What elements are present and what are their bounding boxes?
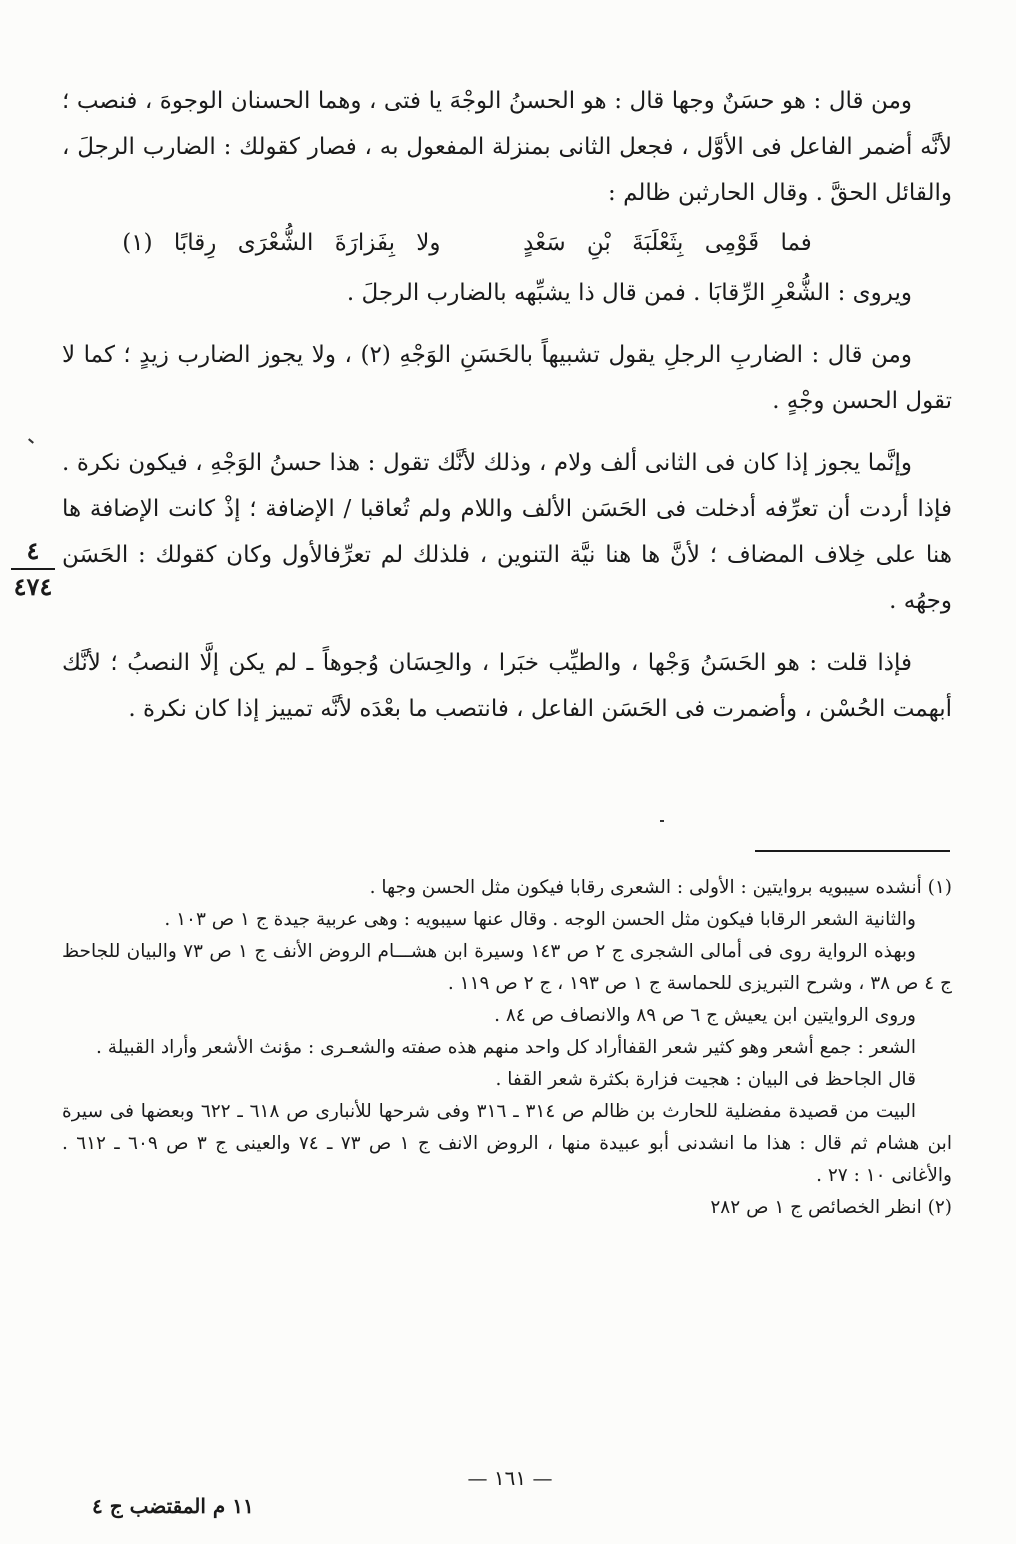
scan-speck [660, 820, 664, 822]
footnote: والثانية الشعر الرقابا فيكون مثل الحسن الوجه . وقال عنها سيبويه : وهى عربية جيدة ج ١ ص ١٠٣ . [164, 909, 916, 930]
margin-page-reference [8, 536, 58, 602]
page-number: — ١٦١ — [467, 1466, 553, 1490]
paragraph: ومن قال : الضاربِ الرجلِ يقول تشبيهاً بالحَسَنِ الوَجْهِ (٢) ، ولا يجوز الضارب زيدٍ ؛ كما لا تقول الحسن وجْهٍ . [62, 342, 952, 414]
verse-hemistich-second: ولا بِفَزارَةَ الشُّعْرَى رِقابًا (١) [122, 230, 441, 256]
margin-ref-bottom: ٤٧٤ [13, 572, 53, 601]
paragraph: وإنَّما يجوز إذا كان فى الثانى ألف ولام ، وذلك لأنَّك تقول : هذا حسنُ الوَجْهِ ، فيكون نكرة . فإذا أردت أن تعرِّفه أدخلت فى الحَسَن الألف واللام ولم تُعاقبا / الإضافة ؛ إذْ كانت الإضافة ها هنا على خِلاف المضاف ؛ لأنَّ ها هنا نيَّة التنوين ، فلذلك لم تعرِّفالأول وكان كقولك : الحَسَن وجهُه . [62, 450, 952, 614]
footnote: الشعر : جمع أشعر وهو كثير شعر القفاأراد كل واحد منهم هذه صفته والشعـرى : مؤنث الأشعر وأراد القبيلة . [95, 1037, 916, 1058]
main-text [62, 78, 952, 732]
poetry-verse [62, 220, 952, 266]
signature-mark: ١١ م المقتضب ج ٤ [92, 1494, 254, 1518]
footnote: وبهذه الرواية روى فى أمالى الشجرى ج ٢ ص ١٤٣ وسيرة ابن هشـــام الروض الأنف ج ١ ص ٧٣ والبيان للجاحظ ج ٤ ص ٣٨ ، وشرح التبريزى للحماسة ج ١ ص ١٩٣ ، ج ٢ ص ١١٩ . [62, 941, 952, 994]
footnote: البيت من قصيدة مفضلية للحارث بن ظالم ص ٣١٤ ـ ٣١٦ وفى شرحها للأنبارى ص ٦١٨ ـ ٦٢٢ وبعضها فى سيرة ابن هشام ثم قال : هذا ما انشدنى أبو عبيدة منها ، الروض الانف ج ١ ص ٧٣ ـ ٧٤ والعينى ج ٣ ص ٦٠٩ ـ ٦١٢ . والأغانى ١٠ : ٢٧ . [62, 1101, 952, 1186]
footnote: قال الجاحظ فى البيان : هجيت فزارة بكثرة شعر القفا . [495, 1069, 916, 1090]
footnotes [62, 872, 952, 1224]
footnote: (١) أنشده سيبويه بروايتين : الأولى : الشعرى رقابا فيكون مثل الحسن وجها . [369, 877, 952, 898]
paragraph: فإذا قلت : هو الحَسَنُ وَجْها ، والطيِّب خبَرا ، والحِسَان وُجوهاً ـ لم يكن إلَّا النصبُ ؛ لأنَّك أبهمت الحُسْن ، وأضمرت فى الحَسَن الفاعل ، فانتصب ما بعْدَه لأنَّه تمييز إذا كان نكرة . [62, 650, 952, 722]
verse-hemistich-first: فما قَوْمِى بِثَعْلَبَةَ بْنِ سَعْدٍ [523, 230, 812, 256]
scan-speck [28, 438, 34, 443]
margin-ref-divider [11, 568, 55, 570]
paragraph: ويروى : الشُّعْرِ الرِّقابَا . فمن قال ذا يشبِّهه بالضارب الرجلَ . [346, 280, 912, 306]
footnote: وروى الروايتين ابن يعيش ج ٦ ص ٨٩ والانصاف ص ٨٤ . [494, 1005, 916, 1026]
footnote: (٢) انظر الخصائص ج ١ ص ٢٨٢ [710, 1197, 952, 1218]
footnote-separator [755, 850, 950, 852]
paragraph: ومن قال : هو حسَنٌ وجها قال : هو الحسنُ الوجْهَ يا فتى ، وهما الحسنان الوجوهَ ، فنصب ؛ لأنَّه أضمر الفاعل فى الأوَّل ، فجعل الثانى بمنزلة المفعول به ، فصار كقولك : الضارب الرجلَ ، والقائل الحقَّ . وقال الحارثبن ظالم : [62, 88, 952, 206]
margin-ref-top: ٤ [26, 536, 40, 565]
